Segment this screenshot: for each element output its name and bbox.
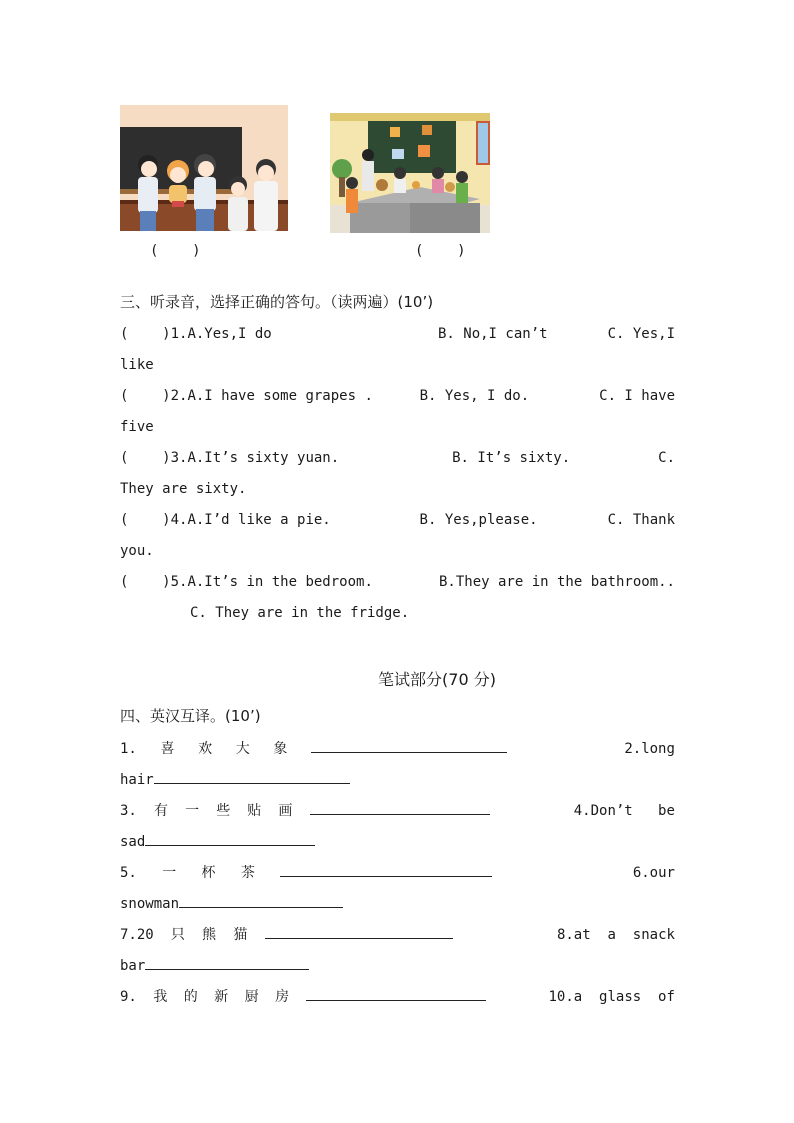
picture-classroom: [120, 105, 288, 231]
answer-paren[interactable]: ( )5.: [120, 574, 188, 590]
chinese-char: 杯: [201, 865, 216, 881]
translation-row-5: [120, 986, 675, 1007]
chinese-char: 熊: [202, 927, 217, 943]
option-b: B. Yes,please.: [419, 512, 538, 528]
translation-row-3: [120, 862, 675, 883]
item-number: 7.20: [120, 927, 154, 943]
picture-class-animals: [330, 113, 490, 233]
chinese-char: 大: [235, 741, 250, 757]
item-number: 5.: [120, 865, 137, 881]
written-part-title: 笔试部分(70 分): [378, 670, 496, 689]
chinese-char: 象: [273, 741, 288, 757]
listening-item-3: [120, 448, 675, 468]
option-b: B. Yes, I do.: [419, 388, 530, 404]
chinese-char: 喜: [160, 741, 175, 757]
translation-row-2: [120, 800, 675, 821]
option-a: A.It’s sixty yuan.: [187, 450, 340, 466]
item-right-cont: bar: [120, 958, 146, 974]
answer-blank[interactable]: [265, 924, 453, 939]
option-a: A.I’d like a pie.: [187, 512, 331, 528]
item-right: 4.Don’t be: [573, 803, 675, 819]
answer-blank[interactable]: [179, 893, 343, 908]
option-b: B. No,I can’t: [437, 326, 548, 342]
option-a: A.Yes,I do: [187, 326, 272, 342]
item-right: 6.our: [632, 865, 675, 881]
option-c-line: C. They are in the fridge.: [190, 605, 410, 621]
chinese-char: 我: [153, 989, 168, 1005]
item-right-cont: sad: [120, 834, 146, 850]
chinese-char: 房: [275, 989, 290, 1005]
translation-row-1: [120, 738, 675, 759]
listening-item-1: [120, 324, 675, 344]
chinese-char: 些: [216, 803, 231, 819]
chinese-char: 画: [278, 803, 293, 819]
answer-blank[interactable]: [154, 769, 350, 784]
option-c: C. Thank: [607, 512, 675, 528]
listening-item-4: [120, 510, 675, 530]
item-number: 1.: [120, 741, 137, 757]
option-c-continuation: you.: [120, 543, 154, 559]
classroom-illustration: [120, 105, 288, 231]
class-animals-illustration: [330, 113, 490, 233]
option-c: C. I have: [599, 388, 675, 404]
option-c-continuation: five: [120, 419, 154, 435]
answer-blank[interactable]: [306, 986, 486, 1001]
item-right-cont: hair: [120, 772, 154, 788]
option-b: B. It’s sixty.: [452, 450, 571, 466]
answer-blank[interactable]: [310, 800, 490, 815]
option-c-continuation: They are sixty.: [120, 481, 247, 497]
answer-paren[interactable]: ( )2.: [120, 388, 188, 404]
chinese-char: 有: [153, 803, 168, 819]
answer-paren[interactable]: ( )4.: [120, 512, 188, 528]
pic1-answer-blank[interactable]: ( ): [150, 243, 201, 259]
option-c: C. Yes,I: [607, 326, 675, 342]
translation-row-1-cont: [120, 769, 675, 790]
answer-blank[interactable]: [311, 738, 507, 753]
section4-heading: 四、英汉互译。(10’): [120, 707, 261, 725]
translation-row-4-cont: [120, 955, 675, 976]
chinese-char: 新: [214, 989, 229, 1005]
chinese-char: 欢: [198, 741, 213, 757]
answer-blank[interactable]: [145, 955, 309, 970]
translation-row-3-cont: [120, 893, 675, 914]
item-number: 3.: [120, 803, 137, 819]
chinese-char: 一: [185, 803, 200, 819]
option-a: A.It’s in the bedroom.: [187, 574, 373, 590]
answer-blank[interactable]: [145, 831, 315, 846]
section3-heading: 三、听录音，选择正确的答句。（读两遍）(10’): [120, 293, 434, 311]
chinese-char: 一: [162, 865, 177, 881]
pic2-answer-blank[interactable]: ( ): [415, 243, 466, 259]
answer-paren[interactable]: ( )3.: [120, 450, 188, 466]
item-right-cont: snowman: [120, 896, 180, 912]
item-right: 2.long: [624, 741, 675, 757]
answer-paren[interactable]: ( )1.: [120, 326, 188, 342]
chinese-char: 贴: [247, 803, 262, 819]
listening-item-2: [120, 386, 675, 406]
option-c: C.: [658, 450, 675, 466]
chinese-char: 的: [183, 989, 198, 1005]
translation-row-4: [120, 924, 675, 945]
answer-blank[interactable]: [280, 862, 492, 877]
translation-row-2-cont: [120, 831, 675, 852]
chinese-char: 茶: [240, 865, 255, 881]
chinese-char: 厨: [244, 989, 259, 1005]
listening-item-5: [120, 572, 675, 592]
item-right: 8.at a snack: [556, 927, 675, 943]
option-a: A.I have some grapes .: [187, 388, 373, 404]
option-b: B.They are in the bathroom..: [438, 574, 675, 590]
item-right: 10.a glass of: [548, 989, 675, 1005]
option-c-continuation: like: [120, 357, 154, 373]
item-number: 9.: [120, 989, 137, 1005]
chinese-char: 只: [170, 927, 185, 943]
chinese-char: 猫: [233, 927, 248, 943]
